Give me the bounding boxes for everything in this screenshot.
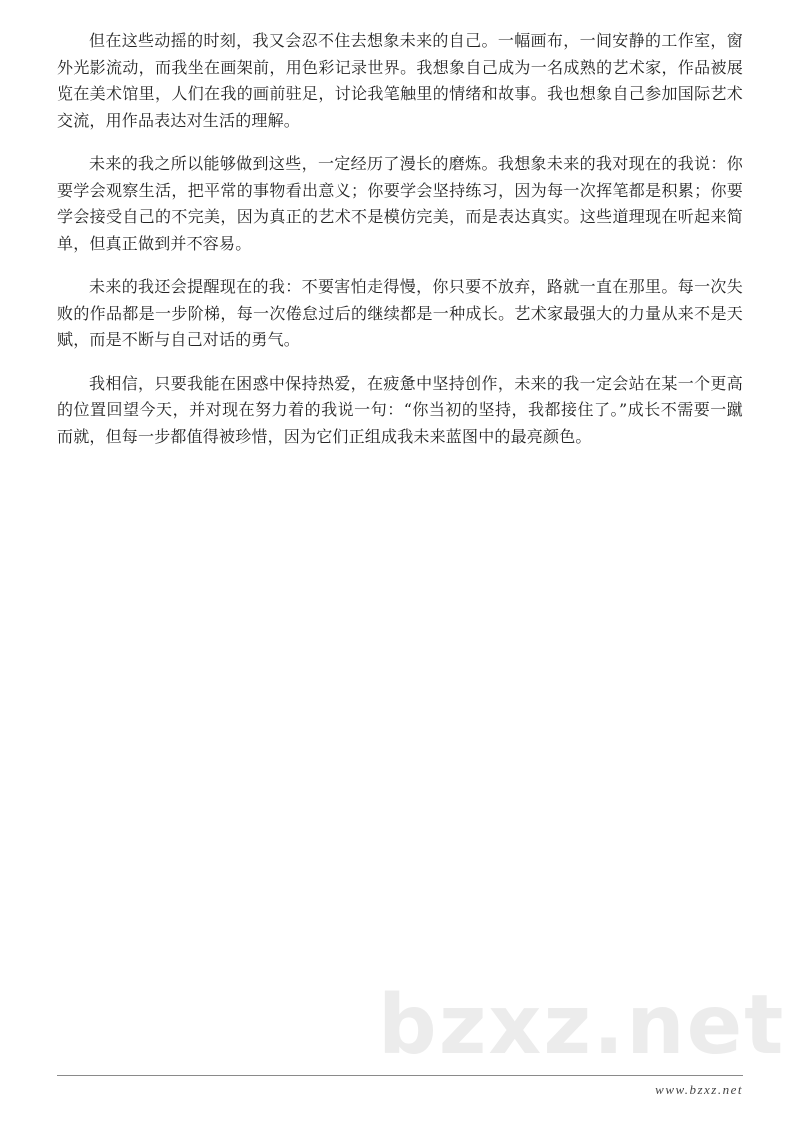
paragraph-2: 未来的我之所以能够做到这些，一定经历了漫长的磨炼。我想象未来的我对现在的我说：你要学会观察生活，把平常的事物看出意义；你要学会坚持练习，因为每一次挥笔都是积累；你要学会接受自己的不完美，因为真正的艺术不是模仿完美，而是表达真实。这些道理现在听起来简单，但真正做到并不容易。 <box>57 154 743 253</box>
footer-url: www.bzxz.net <box>655 1082 743 1097</box>
watermark-logo: bzxz.net <box>378 978 786 1073</box>
document-body <box>57 28 743 467</box>
footer-divider <box>57 1075 743 1076</box>
paragraph-4: 我相信，只要我能在困惑中保持热爱，在疲惫中坚持创作，未来的我一定会站在某一个更高的位置回望今天，并对现在努力着的我说一句：“你当初的坚持，我都接住了。”成长不需要一蹴而就，但每一步都值得被珍惜，因为它们正组成我未来蓝图中的最亮颜色。 <box>57 373 743 446</box>
paragraph-3: 未来的我还会提醒现在的我：不要害怕走得慢，你只要不放弃，路就一直在那里。每一次失败的作品都是一步阶梯，每一次倦怠过后的继续都是一种成长。艺术家最强大的力量从来不是天赋，而是不断与自己对话的勇气。 <box>57 277 743 349</box>
paragraph-1: 但在这些动摇的时刻，我又会忍不住去想象未来的自己。一幅画布，一间安静的工作室，窗外光影流动，而我坐在画架前，用色彩记录世界。我想象自己成为一名成熟的艺术家，作品被展览在美术馆里，人们在我的画前驻足，讨论我笔触里的情绪和故事。我也想象自己参加国际艺术交流，用作品表达对生活的理解。 <box>57 31 743 130</box>
